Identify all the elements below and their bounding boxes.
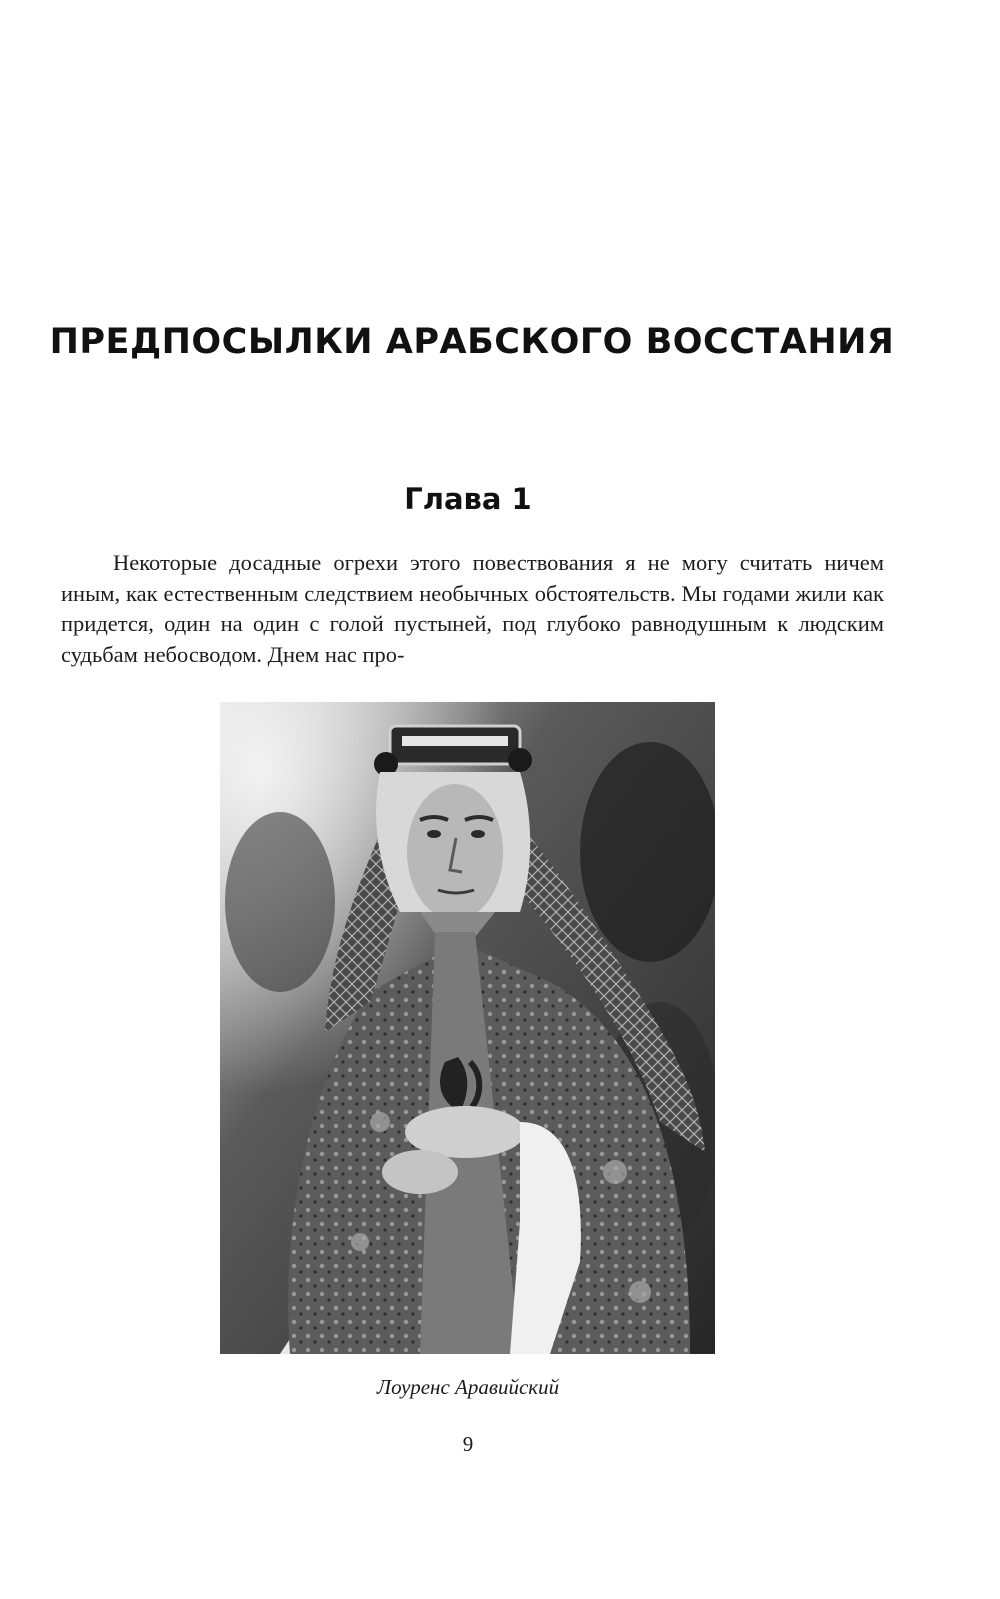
part-title <box>0 322 1000 362</box>
page-number-text: 9 <box>462 1432 474 1456</box>
page-number <box>0 1432 1000 1457</box>
chapter-title <box>0 482 1000 516</box>
chapter-title-text: Глава 1 <box>404 482 532 516</box>
body-paragraph: Некоторые досадные огрехи этого повествования я не могу считать ничем иным, как естественным следствием необычных обстоятельств. Мы годами жили как придется, один на один с голой пустыней, под глубоко равнодушным к людским судьбам небосводом. Днем нас про- <box>61 550 884 667</box>
part-title-text: ПРЕДПОСЫЛКИ АРАБСКОГО ВОССТАНИЯ <box>49 322 895 362</box>
photo-caption-text: Лоуренс Аравийский <box>376 1375 560 1399</box>
portrait-photo <box>220 702 715 1354</box>
photo-caption <box>0 1375 1000 1400</box>
portrait-illustration <box>220 702 715 1354</box>
